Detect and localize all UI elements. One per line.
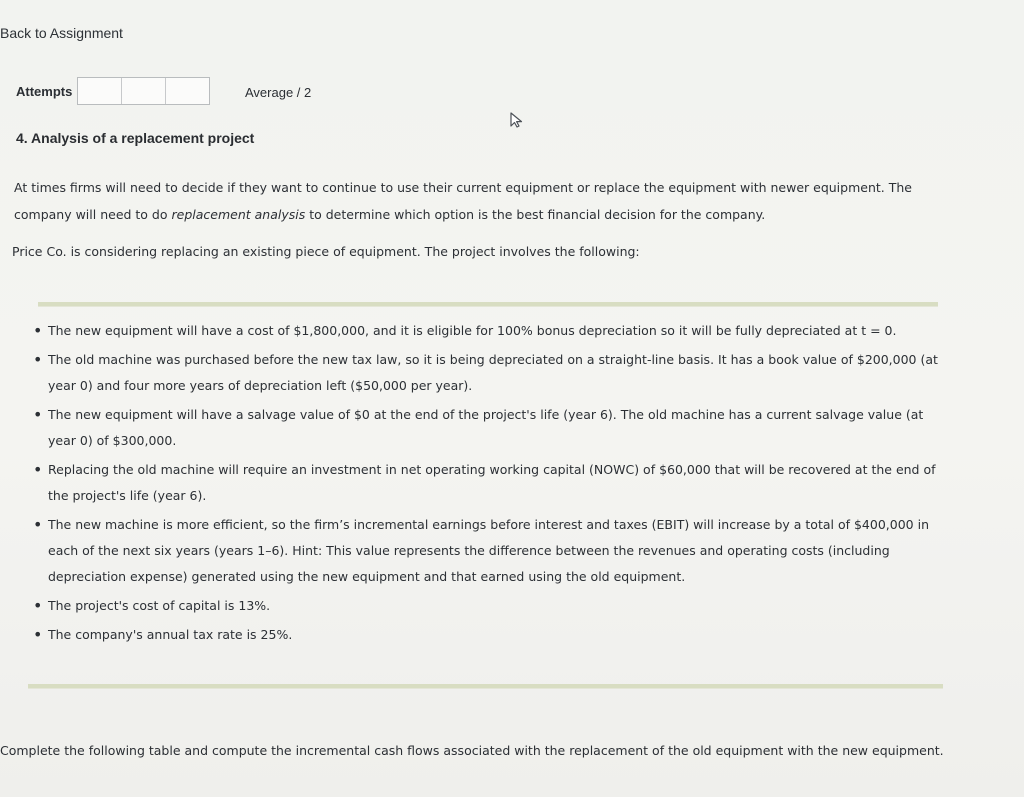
assumption-text: The new equipment will have a cost of $1,800,000, and it is eligible for 100% bonus depreciation so it will be fully depreciated at t = 0. — [48, 323, 897, 338]
intro-text-end: to determine which option is the best financial decision for the company. — [305, 207, 766, 222]
average-score: Average / 2 — [245, 85, 312, 100]
bullet-icon: • — [33, 321, 43, 340]
attempt-box-3 — [166, 78, 209, 104]
list-item — [28, 622, 938, 648]
bullet-icon: • — [33, 405, 43, 424]
question-intro — [14, 174, 964, 228]
assumptions-list — [28, 318, 938, 651]
bullet-icon: • — [33, 515, 43, 534]
list-item — [28, 347, 938, 399]
mouse-pointer-icon — [508, 111, 526, 129]
list-item — [28, 512, 938, 590]
project-lead-text: Price Co. is considering replacing an existing piece of equipment. The project involves the following: — [12, 244, 640, 259]
attempts-label: Attempts — [16, 83, 73, 99]
bullet-icon: • — [33, 596, 43, 615]
attempts-row — [16, 76, 210, 106]
assumption-text: Replacing the old machine will require an investment in net operating working capital (NOWC) of $60,000 that will be recovered at the end of the project's life (year 6). — [48, 462, 936, 503]
assumption-text: The new equipment will have a salvage value of $0 at the end of the project's life (year 6). The old machine has a current salvage value (at year 0) of $300,000. — [48, 407, 924, 448]
assumption-text: The old machine was purchased before the new tax law, so it is being depreciated on a straight-line basis. It has a book value of $200,000 (at year 0) and four more years of depreciation left ($50,000 per year). — [48, 352, 938, 393]
intro-text-start: At times firms will need to decide if they want to continue to use their current equipment or replace the equipment with newer equipment. The company will need to do — [14, 180, 912, 222]
list-item — [28, 402, 938, 454]
list-item — [28, 457, 938, 509]
divider-bottom — [28, 684, 943, 688]
bullet-icon: • — [33, 350, 43, 369]
back-to-assignment-link[interactable]: Back to Assignment — [0, 25, 123, 41]
intro-emphasis: replacement analysis — [171, 207, 306, 222]
assumption-text: The company's annual tax rate is 25%. — [48, 627, 293, 642]
list-item — [28, 593, 938, 619]
attempt-boxes — [77, 77, 210, 105]
bullet-icon: • — [33, 625, 43, 644]
bullet-icon: • — [33, 460, 43, 479]
assumption-text: The project's cost of capital is 13%. — [48, 598, 271, 613]
table-instruction: Complete the following table and compute the incremental cash flows associated with the replacement of the old equipment with the new equipment. — [0, 743, 944, 758]
assumption-text: The new machine is more efficient, so the firm’s incremental earnings before interest and taxes (EBIT) will increase by a total of $400,000 in each of the next six years (years 1–6). Hint: This value represents the difference between the revenues and operating costs (including depreciation expense) generated using the new equipment and that earned using the old equipment. — [48, 517, 929, 584]
question-title: 4. Analysis of a replacement project — [16, 130, 255, 146]
attempt-box-1 — [78, 78, 122, 104]
attempt-box-2 — [122, 78, 166, 104]
divider-top — [38, 302, 938, 306]
list-item — [28, 318, 938, 344]
